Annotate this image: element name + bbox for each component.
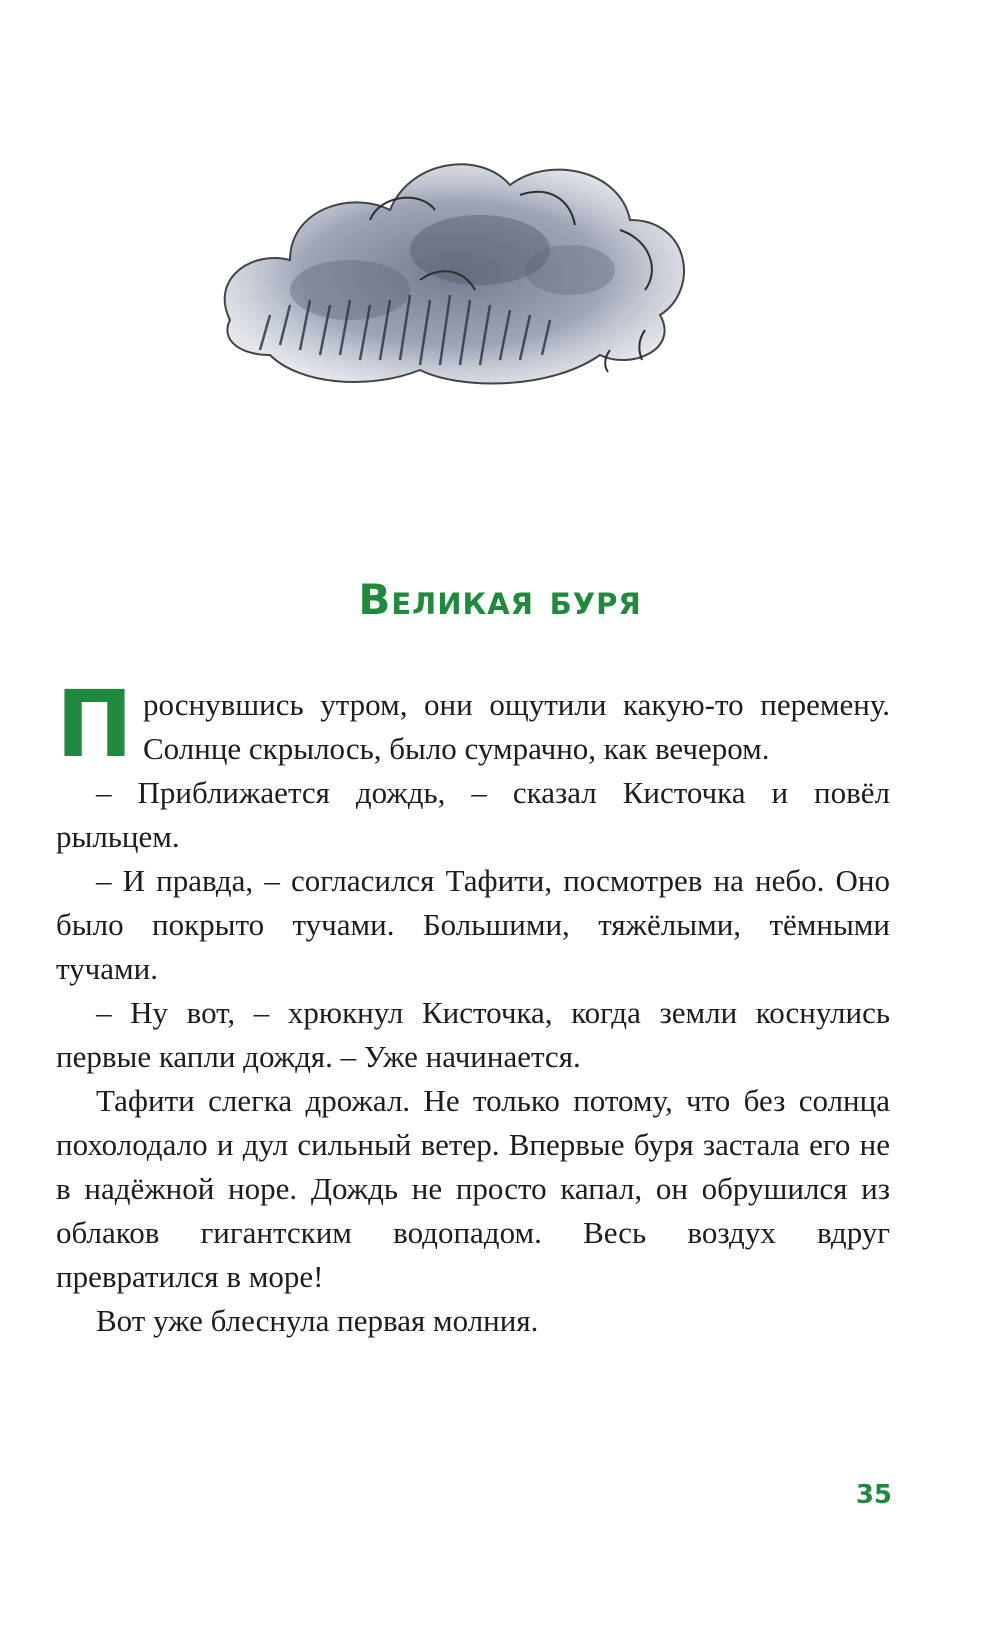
chapter-title: Великая буря — [358, 575, 642, 624]
page-number: 35 — [855, 1480, 892, 1510]
rain-cloud-illustration — [190, 100, 710, 420]
paragraph-6: Вот уже блеснула первая молния. — [96, 1303, 539, 1338]
paragraph-1 — [56, 671, 890, 778]
paragraph-4: – Ну вот, – хрюкнул Кисточка, когда земли коснулись первые капли дождя. – Уже начинается. — [56, 995, 890, 1074]
paragraph-3: – И правда, – согласился Тафити, посмотрев на небо. Оно было покрыто тучами. Большими, тяжёлыми, тёмными тучами. — [56, 863, 890, 986]
body-text — [56, 671, 890, 1343]
paragraph-5: Тафити слегка дрожал. Не только потому, что без солнца похолодало и дул сильный ветер. Впервые буря застала его не в надёжной норе. Дождь не просто капал, он обрушился из облаков гигантским водопадом. Весь воздух вдруг превратился в море! — [56, 1083, 890, 1294]
paragraph-1-text: роснувшись утром, они ощутили какую-то перемену. Солнце скрылось, было сумрачно, как вечером. — [143, 687, 890, 766]
drop-cap: П — [56, 671, 133, 778]
rain-cloud-icon — [190, 100, 710, 420]
paragraph-2: – Приближается дождь, – сказал Кисточка и повёл рыльцем. — [56, 775, 890, 854]
